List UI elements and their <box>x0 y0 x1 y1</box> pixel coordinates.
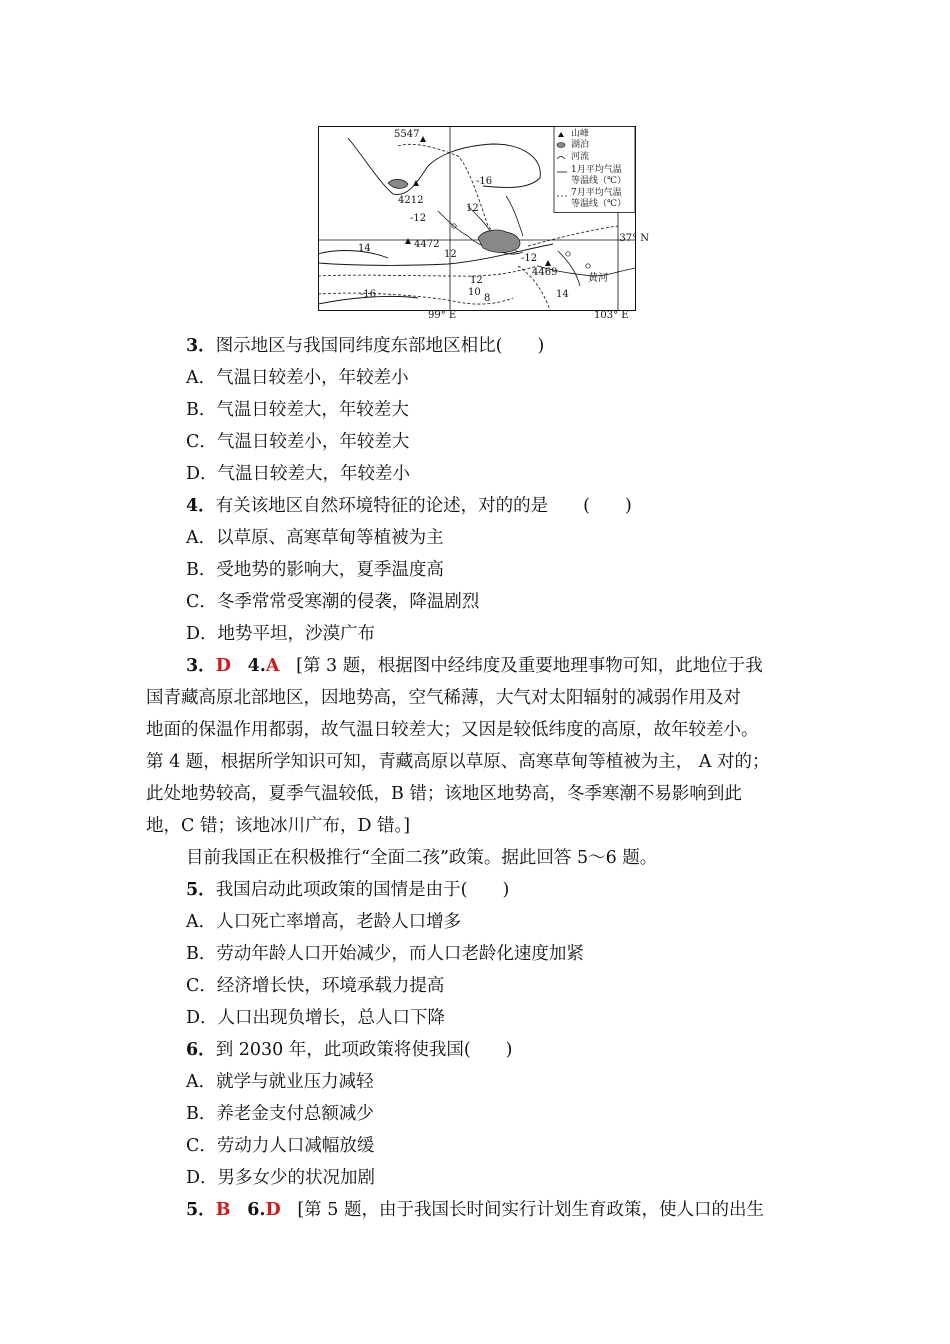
isotherm-label: 10 <box>468 287 481 298</box>
legend-peak: 山峰 <box>571 129 590 139</box>
isotherm-label: -12 <box>521 253 538 264</box>
longitude-103-label: 103° E <box>594 310 629 321</box>
option-5d: D．人口出现负增长，总人口下降 <box>186 1008 446 1028</box>
isotherm-label: -16 <box>360 289 377 300</box>
isotherm-map: 山峰 湖泊 河流 1月平均气温 等温线（℃） 7月平均气温 等温线（℃） 5547 4212 4472 4469 -16 -12 12 14 -12 12 12 10 8 -16 14 黄河 37° N 99° E 103° E <box>318 126 636 322</box>
peak-label: 4469 <box>532 267 558 278</box>
intro-5-6: 目前我国正在积极推行“全面二孩”政策。据此回答 5～6 题。 <box>186 848 658 868</box>
legend-jan-2: 等温线（℃） <box>571 176 627 186</box>
answer-3-4-text: 地面的保温作用都弱，故气温日较差大；又因是较低纬度的高原，故年较差小。 <box>146 720 759 740</box>
option-3a: A．气温日较差小，年较差小 <box>186 368 409 388</box>
option-3b: B．气温日较差大，年较差大 <box>186 400 409 420</box>
isotherm-label: 12 <box>444 249 457 260</box>
longitude-99-label: 99° E <box>428 310 457 321</box>
legend-river: 河流 <box>571 152 590 162</box>
option-6a: A．就学与就业压力减轻 <box>186 1072 374 1092</box>
option-3c: C．气温日较差小，年较差大 <box>186 432 410 452</box>
isotherm-label: -12 <box>410 213 427 224</box>
legend-jul-2: 等温线（℃） <box>571 199 627 209</box>
legend-lake: 湖泊 <box>571 140 590 150</box>
question-5: 5．我国启动此项政策的国情是由于( ) <box>186 880 510 900</box>
question-4: 4．有关该地区自然环境特征的论述，对的的是 ( ) <box>186 496 632 516</box>
legend-jul-1: 7月平均气温 <box>571 188 622 198</box>
peak-label: 5547 <box>394 129 420 140</box>
option-4c: C．冬季常常受寒潮的侵袭，降温剧烈 <box>186 592 480 612</box>
answer-5-6-heading: 5．B 6.D [第 5 题，由于我国长时间实行计划生育政策，使人口的出生 <box>186 1200 764 1220</box>
isotherm-label: 12 <box>466 203 479 214</box>
yellow-river-label: 黄河 <box>588 273 608 284</box>
answer-3-4-heading: 3．D 4.A [第 3 题，根据图中经纬度及重要地理事物可知，此地位于我 <box>186 656 763 676</box>
option-5a: A．人口死亡率增高，老龄人口增多 <box>186 912 462 932</box>
legend-jan-1: 1月平均气温 <box>571 165 622 175</box>
peak-label: 4212 <box>398 195 424 206</box>
isotherm-label: 14 <box>358 243 371 254</box>
question-3: 3．图示地区与我国同纬度东部地区相比( ) <box>186 336 545 356</box>
answer-3-4-text: 第 4 题，根据所学知识可知，青藏高原以草原、高寒草甸等植被为主， A 对的； <box>146 752 770 772</box>
answer-3-4-text: 此处地势较高，夏季气温较低，B 错；该地区地势高，冬季寒潮不易影响到此 <box>146 784 742 804</box>
option-6c: C．劳动力人口减幅放缓 <box>186 1136 375 1156</box>
isotherm-label: 8 <box>484 293 491 304</box>
question-6: 6．到 2030 年，此项政策将使我国( ) <box>186 1040 513 1060</box>
option-5b: B．劳动年龄人口开始减少，而人口老龄化速度加紧 <box>186 944 584 964</box>
option-4d: D．地势平坦，沙漠广布 <box>186 624 376 644</box>
option-5c: C．经济增长快，环境承载力提高 <box>186 976 445 996</box>
isotherm-label: 14 <box>556 289 569 300</box>
isotherm-label: -16 <box>476 176 493 187</box>
option-4a: A．以草原、高寒草甸等植被为主 <box>186 528 444 548</box>
option-3d: D．气温日较差大，年较差小 <box>186 464 411 484</box>
answer-3-4-text: 地，C 错；该地冰川广布，D 错。] <box>146 816 411 836</box>
option-6d: D．男多女少的状况加剧 <box>186 1168 376 1188</box>
isotherm-label: 12 <box>470 275 483 286</box>
option-6b: B．养老金支付总额减少 <box>186 1104 374 1124</box>
peak-label: 4472 <box>414 239 440 250</box>
option-4b: B．受地势的影响大，夏季温度高 <box>186 560 444 580</box>
answer-3-4-text: 国青藏高原北部地区，因地势高，空气稀薄，大气对太阳辐射的减弱作用及对 <box>146 688 741 708</box>
